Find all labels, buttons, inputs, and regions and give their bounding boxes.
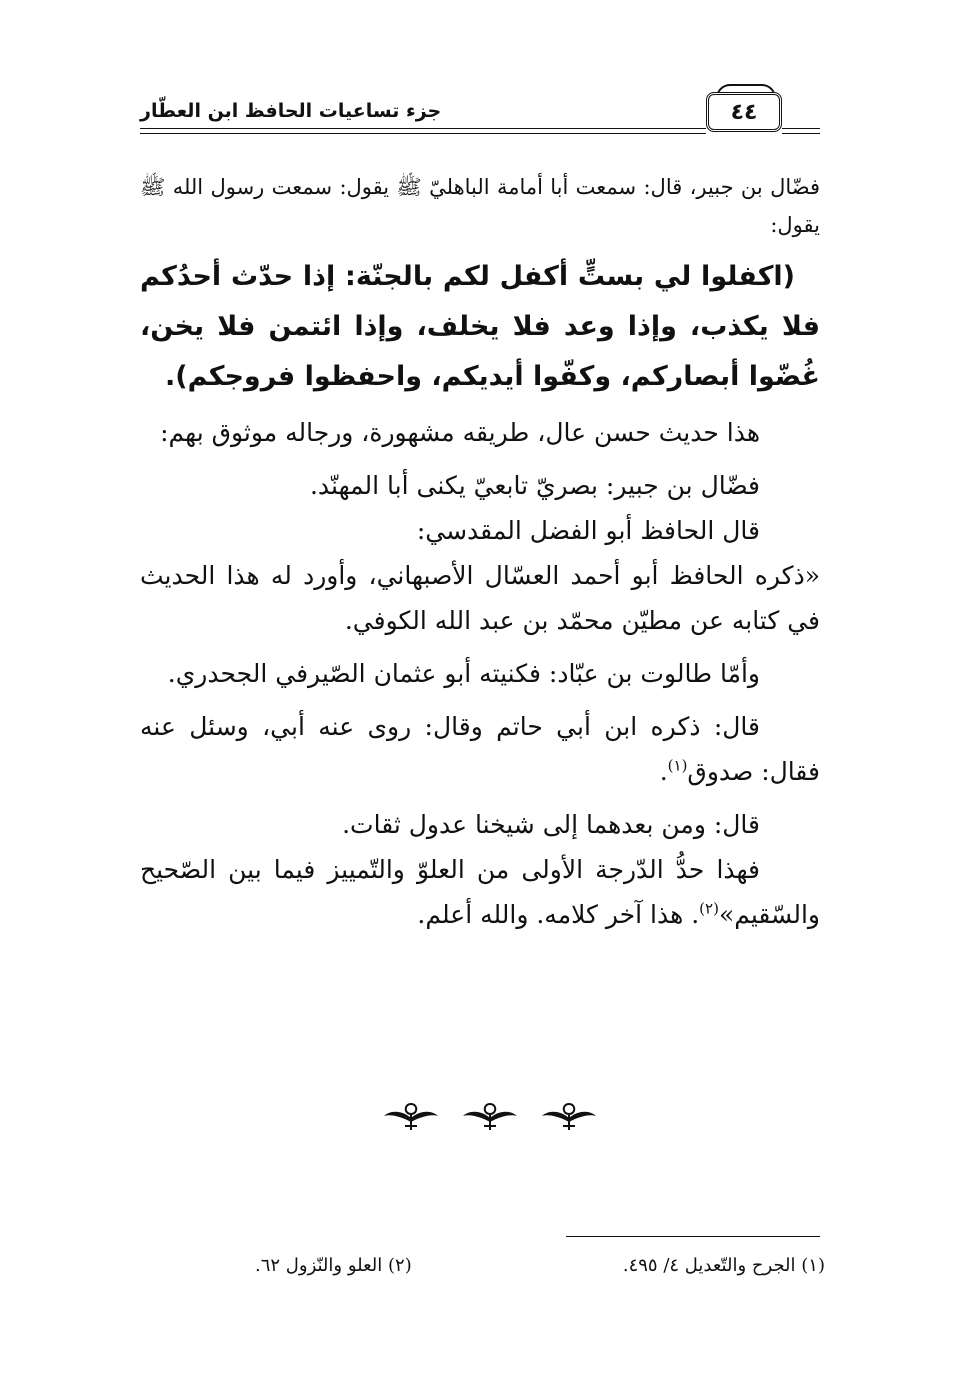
footnote-1: (١) الجرح والتّعديل ٤/ ٤٩٥.	[622, 1255, 825, 1276]
header-rule	[140, 133, 706, 134]
paragraph-quote-start: «ذكره الحافظ أبو أحمد العسّال الأصبهاني، وأورد له هذا الحديث في كتابه عن مطيّن محمّد بن عبد الله الكوفي.	[140, 561, 820, 635]
paragraph-trustworthy: قال: ومن بعدهما إلى شيخنا عدول ثقات.	[342, 810, 760, 839]
footnote-marker-2[interactable]: (٢)	[699, 899, 719, 918]
footnote-separator	[566, 1236, 820, 1237]
intro-paragraph: فضّال بن جبير، قال: سمعت أبا أمامة الباهليّ ﷺ يقول: سمعت رسول الله ﷺ يقول:	[140, 175, 820, 237]
paragraph-quote-intro: قال الحافظ أبو الفضل المقدسي:	[416, 516, 760, 545]
page-number: ٤٤	[730, 99, 758, 125]
header-rule	[782, 133, 820, 134]
main-text	[140, 168, 820, 937]
footnote-2: (٢) العلو والنّزول ٦٢.	[255, 1255, 412, 1276]
paragraph-conclusion	[140, 847, 820, 937]
paragraph-ibn-abi-hatim	[140, 704, 820, 794]
paragraph-grading: هذا حديث حسن عال، طريقه مشهورة، ورجاله موثوق بهم:	[160, 418, 760, 447]
paragraph-end: . هذا آخر كلامه. والله أعلم.	[417, 900, 700, 929]
header-rule	[140, 128, 706, 129]
section-end-ornaments	[380, 1100, 600, 1136]
floral-divider-icon	[538, 1100, 600, 1134]
footnote-marker-1[interactable]: (١)	[667, 756, 688, 775]
paragraph-end: .	[659, 757, 668, 786]
paragraph-narrator: فضّال بن جبير: بصريّ تابعيّ يكنى أبا المهنّد.	[309, 471, 760, 500]
running-title: جزء تساعيات الحافظ ابن العطّار	[140, 100, 442, 122]
paragraph-text: قال: ذكره ابن أبي حاتم وقال: روى عنه أبي، وسئل عنه فقال: صدوق	[140, 712, 820, 786]
hadith-text: (اكفلوا لي بستٍّ أكفل لكم بالجنّة: إذا حدّث أحدُكم فلا يكذب، وإذا وعد فلا يخلف، وإذا ائتمن فلا يخن، غُضّوا أبصاركم، وكفّوا أيديكم، واحفظوا فروجكم).	[140, 261, 820, 392]
paragraph-taloot: وأمّا طالوت بن عبّاد: فكنيته أبو عثمان الصّيرفي الجحدري.	[167, 659, 760, 688]
header-rule	[782, 128, 820, 129]
paragraph-text: فهذا حدُّ الدّرجة الأولى من العلوّ والتّمييز فيما بين الصّحيح والسّقيم»	[140, 855, 820, 929]
page-number-badge	[706, 92, 782, 132]
footnotes	[255, 1255, 825, 1276]
floral-divider-icon	[380, 1100, 442, 1134]
floral-divider-icon	[459, 1100, 521, 1134]
